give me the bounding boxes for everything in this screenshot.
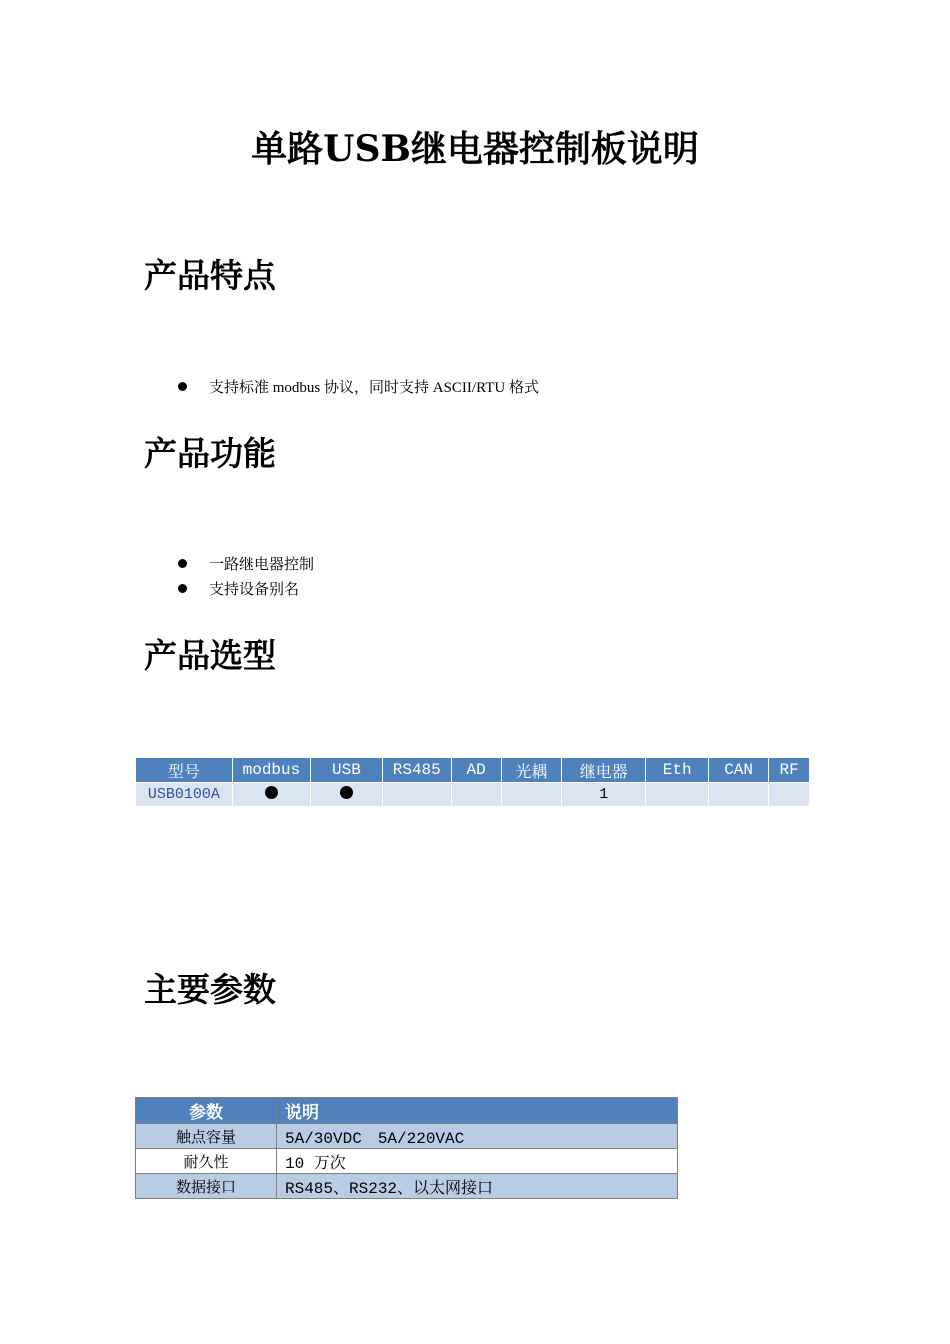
table-row xyxy=(136,1124,678,1149)
column-header: Eth xyxy=(646,758,709,783)
selection-table xyxy=(135,757,810,807)
param-desc: 5A/30VDC 5A/220VAC xyxy=(277,1124,678,1149)
model-cell: USB0100A xyxy=(136,783,233,807)
table-row xyxy=(136,783,810,807)
table-header-row xyxy=(136,758,810,783)
bullet-icon xyxy=(178,584,187,593)
list-item xyxy=(178,579,299,601)
list-item-text: 支持设备别名 xyxy=(209,582,300,598)
table-row xyxy=(136,1149,678,1174)
column-header: AD xyxy=(451,758,501,783)
column-header: modbus xyxy=(232,758,310,783)
usb-cell xyxy=(311,783,383,807)
page-title: 单路USB继电器控制板说明 xyxy=(251,128,699,170)
supported-dot-icon xyxy=(340,786,353,799)
column-header: 光耦 xyxy=(501,758,561,783)
column-header: RS485 xyxy=(382,758,451,783)
rs485-cell xyxy=(382,783,451,807)
rf-cell xyxy=(769,783,810,807)
relay-cell: 1 xyxy=(562,783,646,807)
list-item-text: 一路继电器控制 xyxy=(209,557,315,573)
column-header: 说明 xyxy=(277,1098,678,1124)
table-row xyxy=(136,1174,678,1199)
param-desc: RS485、RS232、以太网接口 xyxy=(277,1174,678,1199)
bullet-icon xyxy=(178,559,187,568)
ad-cell xyxy=(451,783,501,807)
param-name: 触点容量 xyxy=(136,1124,277,1149)
column-header: USB xyxy=(311,758,383,783)
bullet-icon xyxy=(178,382,187,391)
column-header: 参数 xyxy=(136,1098,277,1124)
list-item-text: 支持标准 modbus 协议，同时支持 ASCII/RTU 格式 xyxy=(209,380,539,396)
modbus-cell xyxy=(232,783,310,807)
list-item xyxy=(178,377,539,399)
column-header: 继电器 xyxy=(562,758,646,783)
column-header: RF xyxy=(769,758,810,783)
opto-cell xyxy=(501,783,561,807)
eth-cell xyxy=(646,783,709,807)
param-desc: 10 万次 xyxy=(277,1149,678,1174)
selection-heading: 产品选型 xyxy=(144,636,276,675)
supported-dot-icon xyxy=(265,786,278,799)
functions-heading: 产品功能 xyxy=(144,434,276,473)
param-name: 耐久性 xyxy=(136,1149,277,1174)
column-header: CAN xyxy=(708,758,768,783)
can-cell xyxy=(708,783,768,807)
features-heading: 产品特点 xyxy=(144,256,276,295)
table-header-row xyxy=(136,1098,678,1124)
list-item xyxy=(178,554,314,576)
params-table xyxy=(135,1097,678,1199)
params-heading: 主要参数 xyxy=(144,970,276,1009)
param-name: 数据接口 xyxy=(136,1174,277,1199)
column-header: 型号 xyxy=(136,758,233,783)
